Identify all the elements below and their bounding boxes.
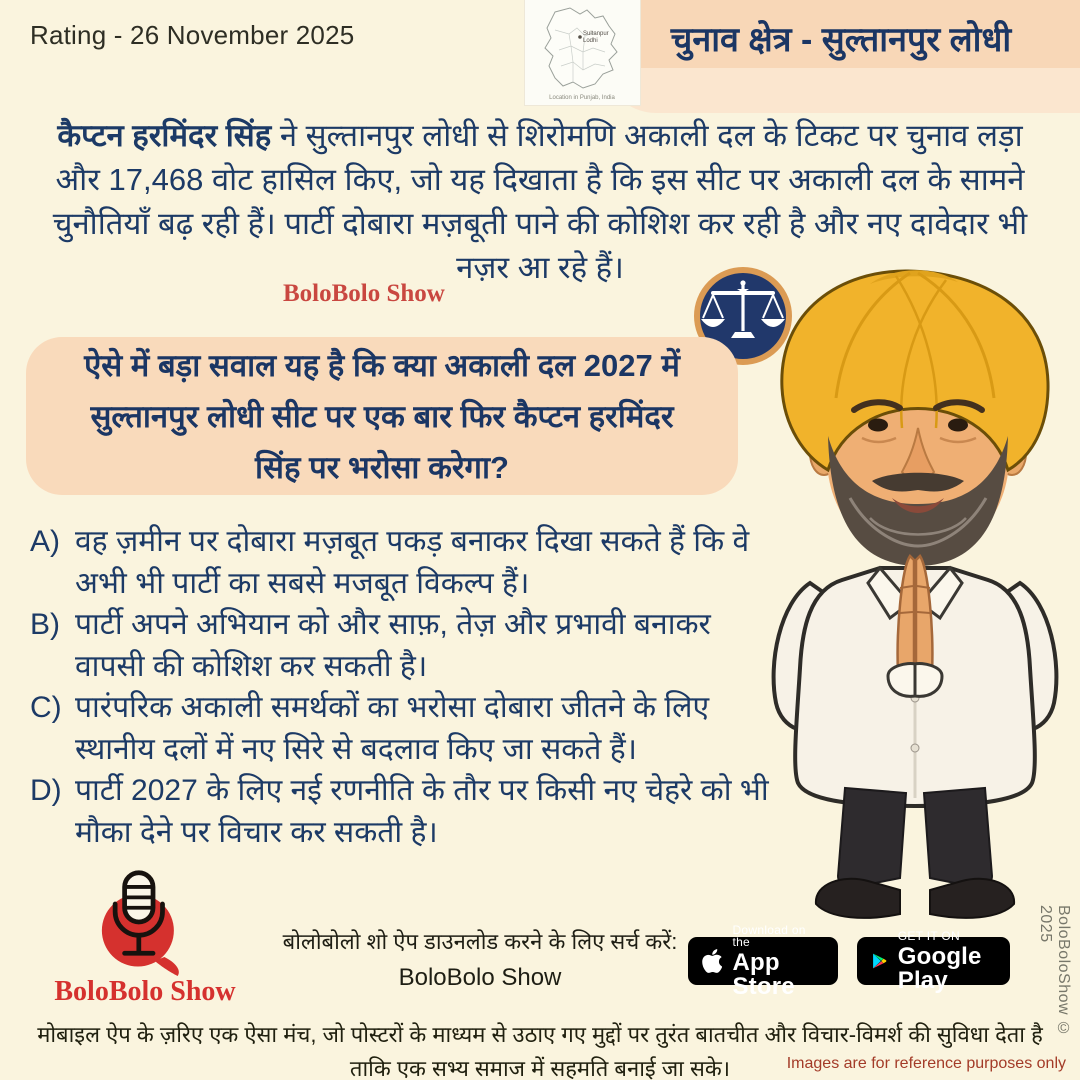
microphone-speech-bubble-icon	[92, 868, 197, 976]
map-marker-label-2: Lodhi	[583, 38, 598, 44]
watermark-brand: BoloBolo Show	[283, 280, 445, 307]
app-store-badge-name: App Store	[732, 948, 795, 1000]
intro-bold-lead: कैप्टन हरमिंदर सिंह	[57, 118, 272, 153]
map-marker-icon	[578, 35, 582, 39]
politician-caricature	[750, 268, 1080, 923]
option-a-text: वह ज़मीन पर दोबारा मज़बूत पकड़ बनाकर दिखा सकते हैं कि वे अभी भी पार्टी का सबसे मजबूत विकल्प हैं।	[75, 525, 750, 600]
google-play-badge-pre: GET IT ON	[897, 928, 961, 943]
brand-logo	[92, 868, 197, 976]
question-line-1: ऐसे में बड़ा सवाल यह है कि क्या अकाली दल 2027 में	[84, 347, 680, 383]
google-play-icon	[871, 948, 888, 974]
question-line-3: सिंह पर भरोसा करेगा?	[255, 449, 509, 485]
option-c-text: पारंपरिक अकाली समर्थकों का भरोसा दोबारा जीतने के लिए स्थानीय दलों में नए सिरे से बदलाव किए जा सकते हैं।	[75, 691, 710, 766]
map-marker-label-1: Sultanpur	[583, 31, 609, 37]
rating-label: Rating - 26 November 2025	[30, 20, 355, 50]
intro-line-2: और 17,468 वोट हासिल किए, जो यह दिखाता है कि इस सीट पर अकाली दल के सामने	[55, 162, 1025, 197]
apple-icon	[702, 946, 722, 976]
download-hint-line-2: BoloBolo Show	[398, 964, 562, 991]
footer-description-line-2: ताकि एक सभ्य समाज में सहमति बनाई जा सके।	[349, 1056, 731, 1080]
options-list	[30, 521, 772, 853]
image-disclaimer: Images are for reference purposes only	[786, 1055, 1066, 1072]
app-store-badge[interactable]	[688, 922, 838, 1000]
question-card	[26, 337, 738, 495]
intro-paragraph	[25, 114, 1055, 290]
brand-name: BoloBolo Show	[54, 976, 236, 1007]
option-c-letter: C)	[30, 691, 62, 724]
intro-line-4: नज़र आ रहे हैं।	[456, 250, 624, 285]
punjab-map-icon	[525, 0, 640, 105]
constituency-title: चुनाव क्षेत्र - सुल्तानपुर लोधी	[670, 21, 1012, 59]
question-line-2: सुल्तानपुर लोधी सीट पर एक बार फिर कैप्टन हरमिंदर	[90, 398, 674, 434]
sikh-man-caricature-icon	[750, 268, 1080, 923]
option-b	[30, 604, 772, 687]
footer-description-line-1: मोबाइल ऐप के ज़रिए एक ऐसा मंच, जो पोस्टरों के माध्यम से उठाए गए मुद्दों पर तुरंत बातचीत और विचार-विमर्श की सुविधा देता है	[37, 1022, 1043, 1047]
intro-line-1-rest: ने सुल्तानपुर लोधी से शिरोमणि अकाली दल के टिकट पर चुनाव लड़ा	[271, 118, 1023, 153]
google-play-badge-name: Google Play	[897, 942, 982, 994]
option-a-letter: A)	[30, 525, 60, 558]
intro-line-3: चुनौतियाँ बढ़ रही हैं। पार्टी दोबारा मज़बूती पाने की कोशिश कर रही है और नए दावेदार भी	[52, 206, 1028, 241]
download-hint	[270, 926, 690, 992]
option-d	[30, 770, 772, 853]
option-c	[30, 687, 772, 770]
copyright-vertical: BoloBoloShow © 2025	[1037, 905, 1072, 1038]
option-b-text: पार्टी अपने अभियान को और साफ़, तेज़ और प्रभावी बनाकर वापसी की कोशिश कर सकती है।	[75, 608, 711, 683]
option-d-letter: D)	[30, 774, 62, 807]
google-play-badge[interactable]	[857, 928, 1010, 994]
option-d-text: पार्टी 2027 के लिए नई रणनीति के तौर पर किसी नए चेहरे को भी मौका देने पर विचार कर सकती है।	[75, 774, 769, 849]
intro-line-1	[25, 114, 1055, 158]
option-b-letter: B)	[30, 608, 60, 641]
option-a	[30, 521, 772, 604]
punjab-map	[525, 0, 640, 105]
map-caption: Location in Punjab, India	[549, 95, 615, 101]
download-hint-line-1: बोलोबोलो शो ऐप डाउनलोड करने के लिए सर्च करें:	[282, 929, 678, 954]
app-store-badge-pre: Download on the	[732, 922, 806, 949]
